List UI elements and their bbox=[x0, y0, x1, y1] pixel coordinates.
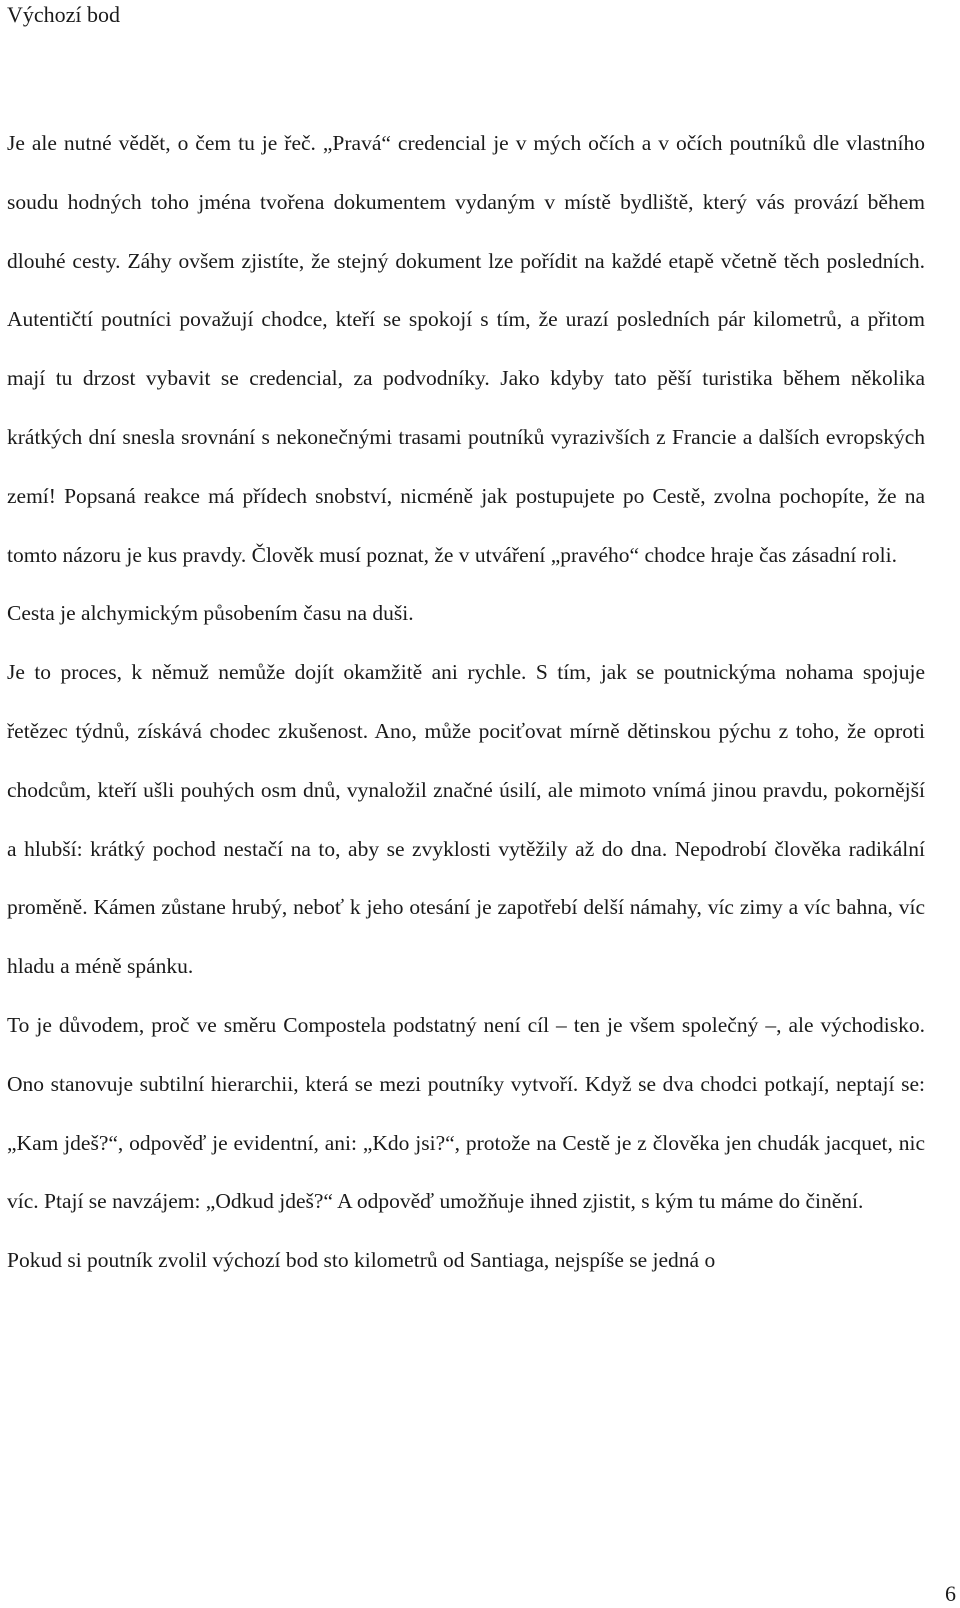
body-text bbox=[7, 114, 925, 1290]
paragraph: To je důvodem, proč ve směru Compostela podstatný není cíl – ten je všem společný –, ale východisko. Ono stanovuje subtilní hierarchii, která se mezi poutníky vytvoří. Když se dva chodci potkají, neptají se: „Kam jdeš?“, odpověď je evidentní, ani: „Kdo jsi?“, protože na Cestě je z člověka jen chudák jacquet, nic víc. Ptají se navzájem: „Odkud jdeš?“ A odpověď umožňuje ihned zjistit, s kým tu máme do činění. bbox=[7, 1012, 925, 1214]
paragraph: Cesta je alchymickým působením času na duši. bbox=[7, 601, 414, 626]
paragraph: Je ale nutné vědět, o čem tu je řeč. „Pravá“ credencial je v mých očích a v očích poutníků dle vlastního soudu hodných toho jména tvořena dokumentem vydaným v místě bydliště, který vás provází během dlouhé cesty. Záhy ovšem zjistíte, že stejný dokument lze pořídit na každé etapě včetně těch posledních. Autentičtí poutníci považují chodce, kteří se spokojí s tím, že urazí posledních pár kilometrů, a přitom mají tu drzost vybavit se credencial, za podvodníky. Jako kdyby tato pěší turistika během několika krátkých dní snesla srovnání s nekonečnými trasami poutníků vyrazivších z Francie a dalších evropských zemí! Popsaná reakce má přídech snobství, nicméně jak postupujete po Cestě, zvolna pochopíte, že na tomto názoru je kus pravdy. Člověk musí poznat, že v utváření „pravého“ chodce hraje čas zásadní roli. bbox=[7, 131, 925, 567]
paragraph: Pokud si poutník zvolil výchozí bod sto kilometrů od Santiaga, nejspíše se jedná o bbox=[7, 1248, 716, 1273]
paragraph: Je to proces, k němuž nemůže dojít okamžitě ani rychle. S tím, jak se poutnickýma nohama spojuje řetězec týdnů, získává chodec zkušenost. Ano, může pociťovat mírně dětinskou pýchu z toho, že oproti chodcům, kteří ušli pouhých osm dnů, vynaložil značné úsilí, ale mimoto vnímá jinou pravdu, pokornější a hlubší: krátký pochod nestačí na to, aby se zvyklosti vytěžily až do dna. Nepodrobí člověka radikální proměně. Kámen zůstane hrubý, neboť k jeho otesání je zapotřebí delší námahy, víc zimy a víc bahna, víc hladu a méně spánku. bbox=[7, 660, 925, 979]
section-heading: Výchozí bod bbox=[7, 2, 121, 27]
page-number: 6 bbox=[945, 1581, 956, 1606]
